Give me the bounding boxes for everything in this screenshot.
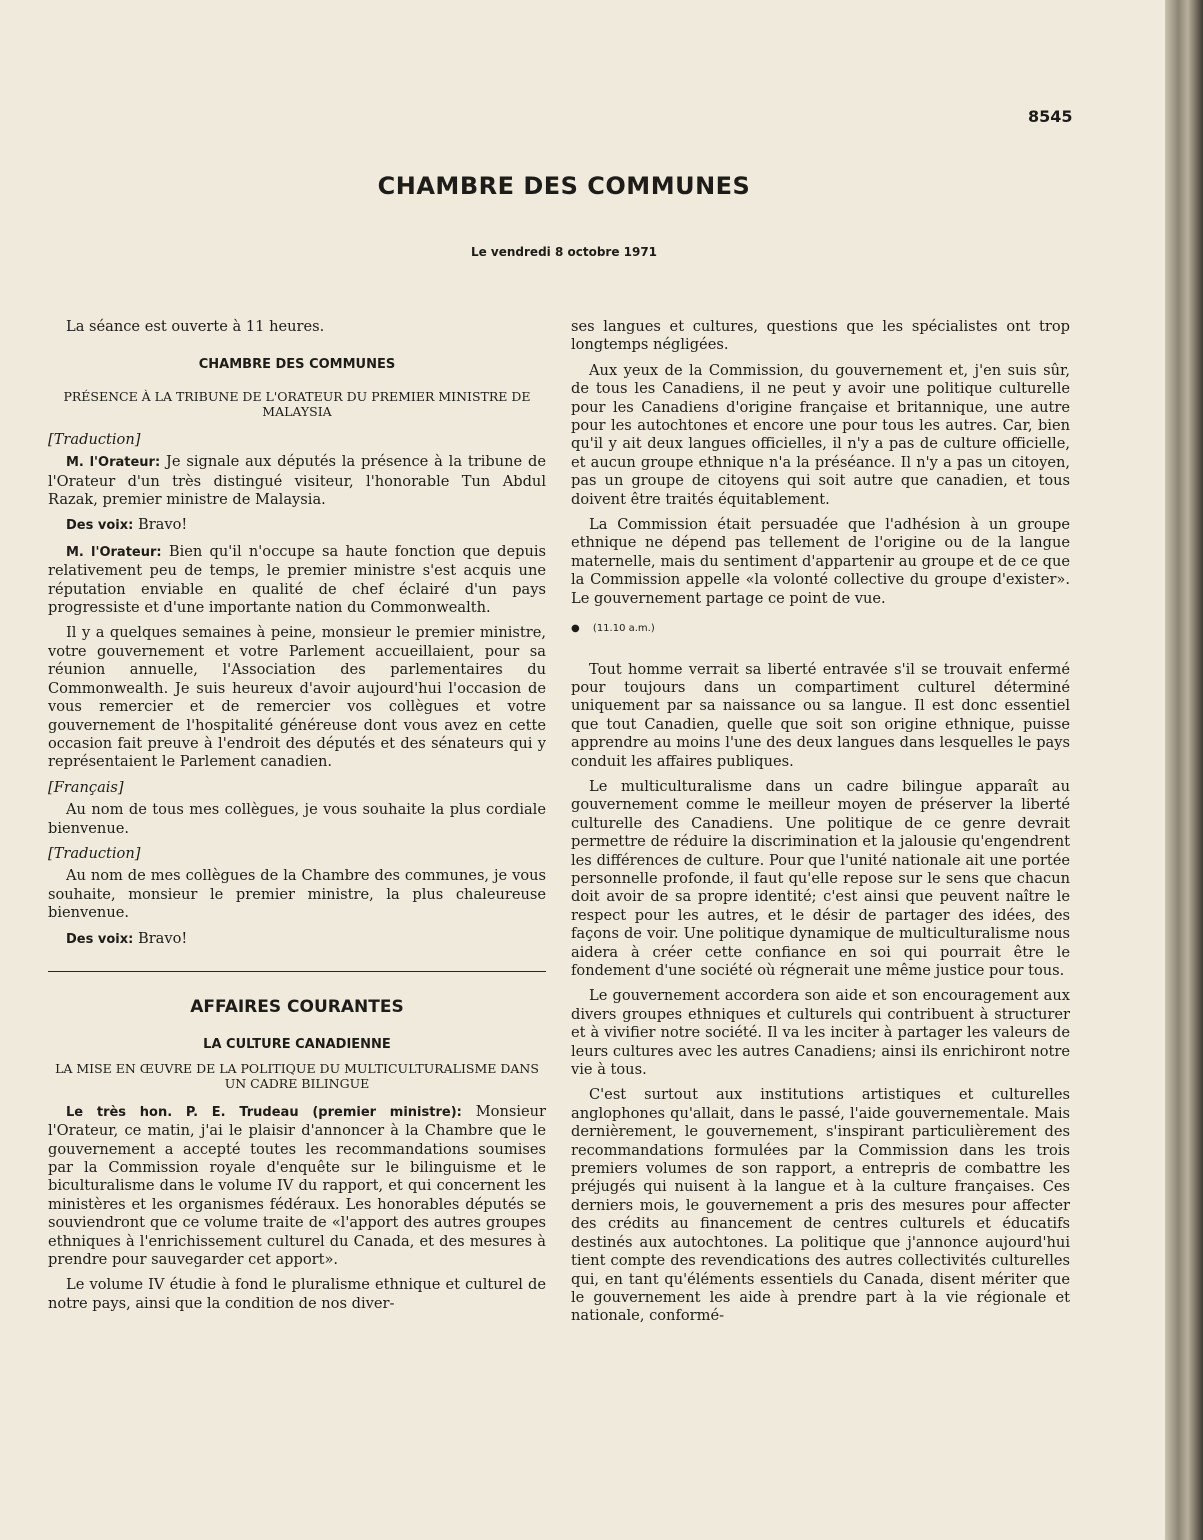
- language-tag-francais: [Français]: [48, 778, 124, 796]
- paragraph: Il y a quelques semaines à peine, monsieur le premier ministre, votre gouvernement et votre Parlement accueillaient, pour sa réunion annuelle, l'Association des parlementaires du Commonwealth. Je suis heureux d'avoir aujourd'hui l'occasion de vous remercier et de remercier vos collègues et votre gouvernement de l'hospitalité généreuse dont vous avez en cette occasion fait preuve à l'endroit des députés et des sénateurs qui y représentaient le Parlement canadien.: [48, 624, 546, 771]
- speech-text: Bravo!: [137, 929, 188, 947]
- paragraph: ses langues et cultures, questions que les spécialistes ont trop longtemps négligées.: [571, 318, 1070, 354]
- paragraph-orateur-2: [48, 543, 546, 618]
- paragraph: Le volume IV étudie à fond le pluralisme ethnique et culturel de notre pays, ainsi que la condition de nos diver-: [48, 1276, 546, 1312]
- opening-line: La séance est ouverte à 11 heures.: [66, 318, 325, 335]
- paragraph-voix-2: [48, 930, 546, 949]
- language-tag-traduction: [Traduction]: [48, 430, 141, 448]
- speaker-label: Des voix:: [66, 931, 134, 947]
- time-stamp: (11.10 a.m.): [592, 623, 655, 635]
- paragraph: Le gouvernement accordera son aide et son encouragement aux divers groupes ethniques et culturels qui contribuent à structurer et à vivifier notre société. Il va les inciter à partager les valeurs de leurs cultures avec les autres Canadiens; ainsi ils enrichiront notre vie à tous.: [571, 987, 1070, 1079]
- speaker-label: Le très hon. P. E. Trudeau (premier ministre):: [66, 1104, 462, 1120]
- paragraph: Tout homme verrait sa liberté entravée s'il se trouvait enfermé pour toujours dans un compartiment culturel déterminé uniquement par sa naissance ou sa langue. Il est donc essentiel que tout Canadien, quelle que soit son origine ethnique, puisse apprendre au moins l'une des deux langues dans lesquelles le pays conduit les affaires publiques.: [571, 660, 1070, 770]
- bullet-icon: ●: [571, 623, 580, 635]
- paragraph: Aux yeux de la Commission, du gouvernement et, j'en suis sûr, de tous les Canadiens, il ne peut y avoir une politique culturelle pour les Canadiens d'origine française et britannique, une autre pour les autochtones et encore une pour tous les autres. Car, bien qu'il y ait deux langues officielles, il n'y a pas de culture officielle, et aucun groupe ethnique n'a la préséance. Il n'y a pas un citoyen, pas un groupe de citoyens qui soit autre que canadien, et tous doivent être traités équitablement.: [571, 361, 1070, 508]
- speaker-label: M. l'Orateur:: [66, 544, 162, 560]
- paragraph: C'est surtout aux institutions artistiques et culturelles anglophones qu'allait, dans le passé, l'aide gouvernementale. Mais dernièrement, le gouvernement, s'inspirant particulièrement des recommandations formulées par la Commission dans les trois premiers volumes de son rapport, a entrepris de combattre les préjugés qui nuisent à la langue et à la culture françaises. Ces derniers mois, le gouvernement a pris des mesures pour affecter des crédits au financement de centres culturels et éducatifs destinés aux autochtones. La politique que j'annonce aujourd'hui tient compte des revendications des autres collectivités culturelles qui, en tant qu'éléments essentiels du Canada, disent mériter que le gouvernement les aide à prendre part à la vie régionale et nationale, conformé-: [571, 1086, 1070, 1325]
- paragraph: Le multiculturalisme dans un cadre bilingue apparaît au gouvernement comme le meilleur moyen de préserver la liberté culturelle des Canadiens. Une politique de ce genre devrait permettre de réduire la discrimination et la jalousie qu'engendrent les différences de culture. Pour que l'unité nationale ait une portée personnelle profonde, il faut qu'elle repose sur le sens que chacun doit avoir de sa propre identité; c'est ainsi que peuvent naître le respect pour les autres, et le désir de partager des idées, des façons de voir. Une politique dynamique de multiculturalisme nous aidera à créer cette confiance en soi qui pourrait être le fondement d'une société où régnerait une même justice pour tous.: [571, 777, 1070, 979]
- speech-text: Monsieur l'Orateur, ce matin, j'ai le plaisir d'annoncer à la Chambre que le gouvernement a accepté toutes les recommandations soumises par la Commission royale d'enquête sur le bilinguisme et le biculturalisme dans le volume IV du rapport, et qui concernent les ministères et les organismes fédéraux. Les honorables députés se souviendront que ce volume traite de «l'apport des autres groupes ethniques à l'enrichissement culturel du Canada, et des mesures à prendre pour sauvegarder cet apport».: [48, 1102, 546, 1269]
- language-tag-traduction: [Traduction]: [48, 844, 141, 862]
- section-heading-affaires: AFFAIRES COURANTES: [190, 996, 404, 1017]
- page-number: 8545: [1028, 107, 1073, 126]
- book-spine-edge: [1165, 0, 1203, 1540]
- right-column: [571, 318, 1070, 1538]
- speaker-label: M. l'Orateur:: [66, 455, 161, 471]
- sitting-date: Le vendredi 8 octobre 1971: [470, 245, 658, 259]
- section-divider: [48, 971, 546, 972]
- page-title: CHAMBRE DES COMMUNES: [377, 172, 751, 200]
- paragraph-orateur-1: [48, 453, 546, 509]
- speech-text: Je signale aux députés la présence à la tribune de l'Orateur d'un très distingué visiteur, l'honorable Tun Abdul Razak, premier ministre de Malaysia.: [48, 453, 546, 509]
- section-heading-culture: LA CULTURE CANADIENNE: [203, 1037, 391, 1053]
- section-heading-chambre: CHAMBRE DES COMMUNES: [198, 357, 396, 373]
- speaker-label: Des voix:: [66, 518, 134, 534]
- paragraph-trudeau: [48, 1103, 546, 1270]
- section-subheading-multiculturalisme: LA MISE EN ŒUVRE DE LA POLITIQUE DU MULTICULTURALISME DANS UN CADRE BILINGUE: [55, 1060, 539, 1091]
- section-subheading-presence: PRÉSENCE À LA TRIBUNE DE L'ORATEUR DU PREMIER MINISTRE DE MALAYSIA: [63, 388, 531, 419]
- paragraph: Au nom de tous mes collègues, je vous souhaite la plus cordiale bienvenue.: [48, 801, 546, 837]
- paragraph: Au nom de mes collègues de la Chambre des communes, je vous souhaite, monsieur le premier ministre, la plus chaleureuse bienvenue.: [48, 867, 546, 922]
- time-marker: [571, 620, 1070, 638]
- speech-text: Bien qu'il n'occupe sa haute fonction que depuis relativement peu de temps, le premier ministre s'est acquis une réputation enviable en qualité de chef éclairé d'un pays progressiste et d'une importante nation du Commonwealth.: [48, 542, 546, 617]
- paragraph-voix-1: [48, 516, 546, 535]
- paragraph: La Commission était persuadée que l'adhésion à un groupe ethnique ne dépend pas tellement de l'origine ou de la langue maternelle, mais du sentiment d'appartenir au groupe et de ce que la Commission appelle «la volonté collective du groupe d'exister». Le gouvernement partage ce point de vue.: [571, 516, 1070, 607]
- left-column: [48, 318, 546, 1538]
- speech-text: Bravo!: [137, 516, 188, 534]
